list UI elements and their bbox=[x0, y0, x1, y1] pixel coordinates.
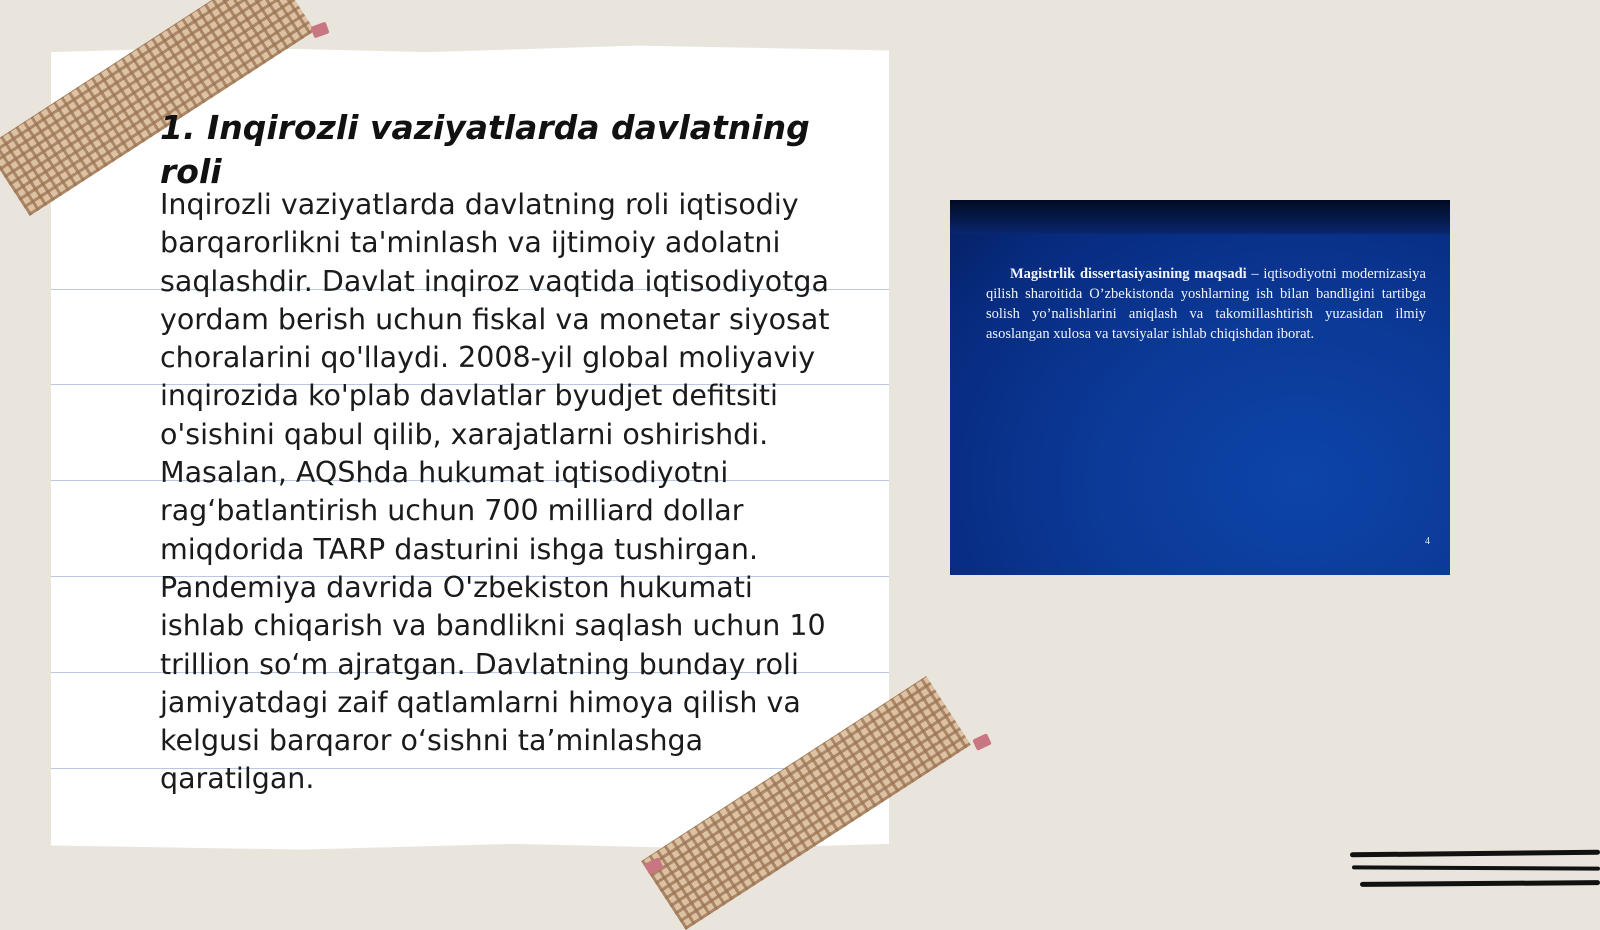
brush-stroke-decoration bbox=[1352, 865, 1600, 870]
page-title: 1. Inqirozli vaziyatlarda davlatning roli bbox=[160, 108, 810, 191]
brush-stroke-decoration bbox=[1360, 880, 1600, 887]
brush-stroke-decoration bbox=[1350, 850, 1600, 858]
body-paragraph: Inqirozli vaziyatlarda davlatning roli iqtisodiy barqarorlikni ta'minlash va ijtimoiy adolatni saqlashdir. Davlat inqiroz vaqtida iqtisodiyotga yordam berish uchun fiskal va monetar siyosat choralarini qo'llaydi. 2008-yil global moliyaviy inqirozida ko'plab davlatlar byudjet defitsiti o'sishini qabul qilib, xarajatlarni oshirishdi. Masalan, AQShda hukumat iqtisodiyotni rag‘batlantirish uchun 700 milliard dollar miqdorida TARP dasturini ishga tushirgan. Pandemiya davrida O'zbekiston hukumati ishlab chiqarish va bandlikni saqlash uchun 10 trillion so‘m ajratgan. Davlatning bunday roli jamiyatdagi zaif qatlamlarni himoya qilish va kelgusi barqaror o‘sishni ta’minlashga qaratilgan. bbox=[160, 188, 830, 796]
slide-top-band bbox=[950, 200, 1450, 234]
slide-body-text: – iqtisodiyotni modernizasiya qilish sharoitida O’zbekistonda yoshlarning ish bilan bandligini tartibga solish yo’nalishlarini aniqlash va takomillashtirish yuzasidan ilmiy asoslangan xulosa va tavsiyalar ishlab chiqishdan iborat. bbox=[986, 266, 1426, 342]
tape-end-decoration bbox=[972, 733, 992, 751]
slide-bold-lead: Magistrlik dissertasiyasining maqsadi bbox=[1010, 266, 1247, 282]
tape-end-decoration bbox=[310, 22, 329, 39]
slide-text bbox=[986, 264, 1426, 344]
embedded-slide-image bbox=[950, 200, 1450, 575]
slide-page-number: 4 bbox=[1425, 536, 1430, 547]
